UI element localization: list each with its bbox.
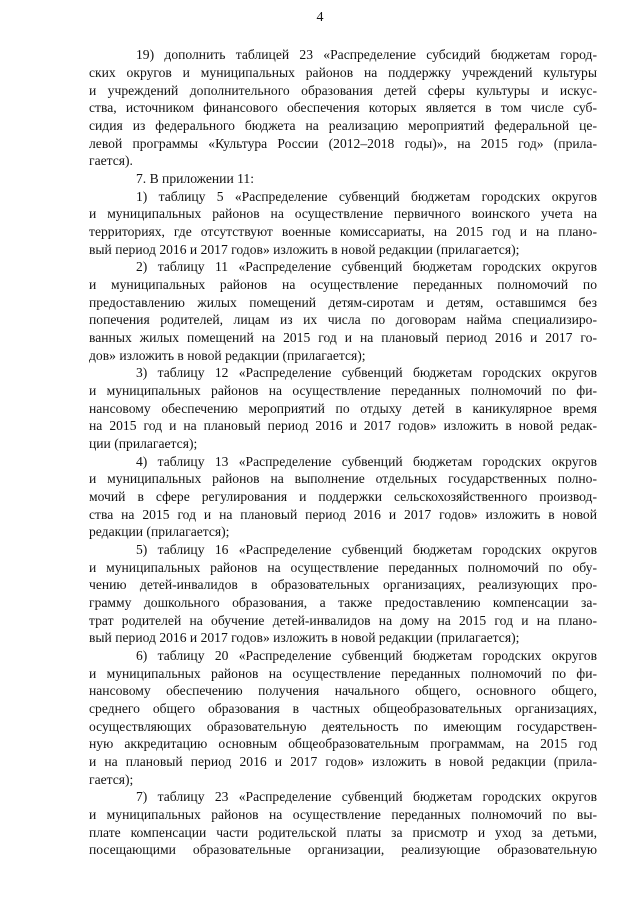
text-line: сидия из федерального бюджета на реализацию мероприятий федеральной це- bbox=[89, 118, 597, 133]
text-line: левой программы «Культура России (2012–2018 годы)», на 2015 год» (прила- bbox=[89, 136, 597, 151]
text-line: посещающими образовательные организации, реализующие образовательную bbox=[89, 842, 597, 857]
text-line: 4) таблицу 13 «Распределение субвенций бюджетам городских округов bbox=[136, 454, 597, 469]
page-number: 4 bbox=[316, 10, 324, 25]
text-line: 7. В приложении 11: bbox=[136, 171, 254, 186]
text-line: и муниципальных районов на осуществление переданных полномочий по фи- bbox=[89, 383, 597, 398]
text-line: редакции (прилагается); bbox=[89, 524, 230, 539]
text-line: 7) таблицу 23 «Распределение субвенций бюджетам городских округов bbox=[136, 789, 597, 804]
text-line: и на плановый период 2016 и 2017 годов» изложить в новой редакции (прила- bbox=[89, 754, 597, 769]
text-line: среднего общего образования в частных общеобразовательных организациях, bbox=[89, 701, 597, 716]
text-line: 3) таблицу 12 «Распределение субвенций бюджетам городских округов bbox=[136, 365, 597, 380]
text-line: ских округов и муниципальных районов на поддержку учреждений культуры bbox=[89, 65, 597, 80]
text-line: 2) таблицу 11 «Распределение субвенций бюджетам городских округов bbox=[136, 259, 597, 274]
text-line: и учреждений дополнительного образования детей сферы культуры и искус- bbox=[89, 83, 597, 98]
text-line: ванных жилых помещений на 2015 год и на плановый период 2016 и 2017 го- bbox=[89, 330, 597, 345]
text-line: территориях, где отсутствуют военные комиссариаты, на 2015 год и на плано- bbox=[89, 224, 597, 239]
text-line: осуществляющих образовательную деятельность по имеющим государствен- bbox=[89, 719, 597, 734]
text-line: на 2015 год и на плановый период 2016 и 2017 годов» изложить в новой редак- bbox=[89, 418, 597, 433]
text-line: ции (прилагается); bbox=[89, 436, 198, 451]
text-line: грамму дошкольного образования, а также предоставлению компенсации за- bbox=[89, 595, 597, 610]
text-line: гается). bbox=[89, 153, 133, 168]
text-line: 5) таблицу 16 «Распределение субвенций бюджетам городских округов bbox=[136, 542, 597, 557]
text-line: 6) таблицу 20 «Распределение субвенций бюджетам городских округов bbox=[136, 648, 597, 663]
text-line: 1) таблицу 5 «Распределение субвенций бюджетам городских округов bbox=[136, 189, 597, 204]
text-line: нансовому обеспечению мероприятий по отдыху детей в каникулярное время bbox=[89, 401, 597, 416]
text-line: гается); bbox=[89, 772, 134, 787]
text-line: чению детей-инвалидов в образовательных организациях, реализующих про- bbox=[89, 577, 597, 592]
text-line: ства на 2015 год и на плановый период 2016 и 2017 годов» изложить в новой bbox=[89, 507, 597, 522]
text-line: и муниципальных районов на осуществление переданных полномочий по фи- bbox=[89, 666, 597, 681]
text-line: и муниципальных районов на выполнение отдельных государственных полно- bbox=[89, 471, 597, 486]
text-line: попечения родителей, лицам из их числа по договорам найма специализиро- bbox=[89, 312, 597, 327]
text-line: и муниципальных районов на осуществление первичного воинского учета на bbox=[89, 206, 597, 221]
text-line: вый период 2016 и 2017 годов» изложить в новой редакции (прилагается); bbox=[89, 242, 520, 257]
text-line: мочий в сфере регулирования и поддержки сельскохозяйственного производ- bbox=[89, 489, 597, 504]
text-line: вый период 2016 и 2017 годов» изложить в новой редакции (прилагается); bbox=[89, 630, 520, 645]
text-line: предоставлению жилых помещений детям-сиротам и детям, оставшимся без bbox=[89, 295, 597, 310]
text-line: ства, источником финансового обеспечения которых является в том числе суб- bbox=[89, 100, 597, 115]
text-line: и муниципальных районов на осуществление переданных полномочий по вы- bbox=[89, 807, 597, 822]
text-line: 19) дополнить таблицей 23 «Распределение субсидий бюджетам город- bbox=[136, 47, 597, 62]
text-line: дов» изложить в новой редакции (прилагается); bbox=[89, 348, 366, 363]
text-line: нансовому обеспечению получения начального общего, основного общего, bbox=[89, 683, 597, 698]
text-line: ную аккредитацию основным общеобразовательным программам, на 2015 год bbox=[89, 736, 597, 751]
text-line: плате компенсации части родительской платы за присмотр и уход за детьми, bbox=[89, 825, 597, 840]
text-line: и муниципальных районов на осуществление переданных полномочий по bbox=[89, 277, 597, 292]
text-line: трат родителей на обучение детей-инвалидов на дому на 2015 год и на плано- bbox=[89, 613, 597, 628]
text-line: и муниципальных районов на осуществление переданных полномочий по обу- bbox=[89, 560, 597, 575]
